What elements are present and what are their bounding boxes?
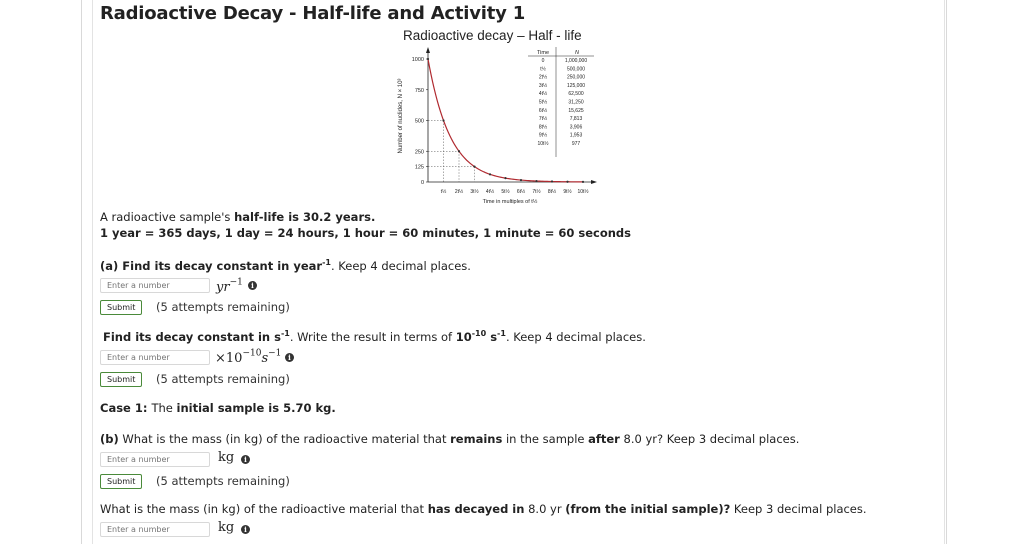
table-cell-n: 1,953 <box>569 132 583 139</box>
table-cell-time: 5t½ <box>538 99 548 106</box>
table-cell-n: 125,000 <box>566 82 586 89</box>
info-icon[interactable]: i <box>241 455 250 464</box>
table-cell-time: 0 <box>541 58 545 64</box>
decay-chart <box>390 44 610 210</box>
data-point <box>504 177 506 179</box>
attempts-remaining-b: (5 attempts remaining) <box>156 474 290 488</box>
y-axis-arrow <box>426 47 430 53</box>
info-icon[interactable]: i <box>285 353 294 362</box>
mass-remaining-input[interactable] <box>100 452 210 467</box>
mass-decayed-input[interactable] <box>100 522 210 537</box>
table-cell-time: 2t½ <box>538 74 548 81</box>
table-cell-n: 250,000 <box>566 74 586 81</box>
x-tick-label: 9t½ <box>563 189 572 195</box>
data-point <box>473 166 475 168</box>
case-1-statement: Case 1: The initial sample is 5.70 kg. <box>100 401 336 415</box>
table-header-n: N <box>575 50 579 56</box>
x-axis-arrow <box>591 180 597 184</box>
table-cell-n: 500,000 <box>566 66 586 73</box>
unit-kg: kg <box>218 520 235 535</box>
unit-conversions: 1 year = 365 days, 1 day = 24 hours, 1 hour = 60 minutes, 1 minute = 60 seconds <box>100 226 631 240</box>
table-cell-n: 15,625 <box>568 107 584 114</box>
table-cell-time: 6t½ <box>538 107 548 114</box>
table-cell-n: 7,813 <box>569 116 583 123</box>
y-tick-label: 500 <box>414 118 424 125</box>
page-title: Radioactive Decay - Half-life and Activity 1 <box>100 3 526 24</box>
y-tick-label: 1000 <box>411 57 424 63</box>
attempts-remaining-a: (5 attempts remaining) <box>156 300 290 314</box>
unit-kg: kg <box>218 450 235 465</box>
y-tick-label: 750 <box>414 87 424 94</box>
chart-title: Radioactive decay – Half - life <box>403 28 582 43</box>
x-tick-label: 3t½ <box>470 189 479 195</box>
data-point <box>458 150 460 152</box>
x-tick-label: 4t½ <box>485 189 495 195</box>
y-tick-label: 0 <box>420 180 424 186</box>
unit-yr: $yr^{-1}$ <box>216 277 243 295</box>
data-point <box>551 180 553 182</box>
y-tick-label: 125 <box>414 164 424 171</box>
y-axis-label: Number of nuclides, N × 10³ <box>398 78 404 154</box>
submit-button-a2[interactable]: Submit <box>100 372 142 387</box>
table-cell-time: 9t½ <box>538 132 548 139</box>
y-tick-label: 250 <box>414 149 424 156</box>
table-cell-time: 4t½ <box>538 91 548 98</box>
attempts-remaining-a2: (5 attempts remaining) <box>156 372 290 386</box>
unit-1e-10-per-second: $\times 10^{-10}s^{-1}$ <box>215 348 282 366</box>
x-tick-label: 2t½ <box>454 189 464 195</box>
half-life-statement: A radioactive sample's half-life is 30.2 years. <box>100 210 376 224</box>
table-cell-n: 1,000,000 <box>564 58 588 64</box>
x-tick-label: 7t½ <box>532 189 541 195</box>
decay-constant-year-input[interactable] <box>100 278 210 293</box>
data-point <box>520 179 522 181</box>
x-tick-label: 6t½ <box>516 189 526 195</box>
submit-button-a[interactable]: Submit <box>100 300 142 315</box>
table-cell-n: 62,500 <box>568 91 584 98</box>
table-cell-n: 3,906 <box>569 124 583 131</box>
table-cell-time: 8t½ <box>538 124 548 131</box>
table-cell-n: 31,250 <box>568 99 584 106</box>
table-cell-time: 3t½ <box>538 82 548 89</box>
decay-curve <box>428 59 586 182</box>
table-cell-time: t½ <box>540 66 546 73</box>
data-point <box>566 181 568 183</box>
info-icon[interactable]: i <box>248 281 257 290</box>
data-point <box>489 173 491 175</box>
data-point <box>427 58 429 60</box>
submit-button-b[interactable]: Submit <box>100 474 142 489</box>
data-point <box>535 180 537 182</box>
x-tick-label: 10t½ <box>577 189 589 195</box>
table-cell-time: 10t½ <box>537 141 549 147</box>
table-cell-time: 7t½ <box>538 116 548 123</box>
question-a-label: (a) Find its decay constant in year$^{-1}$. Keep 4 decimal places. <box>100 258 471 273</box>
question-b-label: (b) What is the mass (in kg) of the radioactive material that remains in the sample after 8.0 yr? Keep 3 decimal places. <box>100 432 800 446</box>
table-cell-n: 977 <box>571 141 581 147</box>
question-b2-label: What is the mass (in kg) of the radioactive material that has decayed in 8.0 yr (from the initial sample)? Keep 3 decimal places. <box>100 502 867 516</box>
x-tick-label: 8t½ <box>547 189 557 195</box>
decay-constant-seconds-input[interactable] <box>100 350 210 365</box>
info-icon[interactable]: i <box>241 525 250 534</box>
x-axis-label: Time in multiples of t½ <box>482 199 538 205</box>
question-a2-label: Find its decay constant in $s^{-1}$. Write the result in terms of $10^{-10}$ $s^{-1}$. Keep 4 decimal places. <box>103 329 646 344</box>
data-point <box>442 119 444 121</box>
x-tick-label: 5t½ <box>501 189 510 195</box>
x-tick-label: t½ <box>440 189 447 195</box>
data-point <box>582 181 584 183</box>
table-header-time: Time <box>536 50 550 56</box>
